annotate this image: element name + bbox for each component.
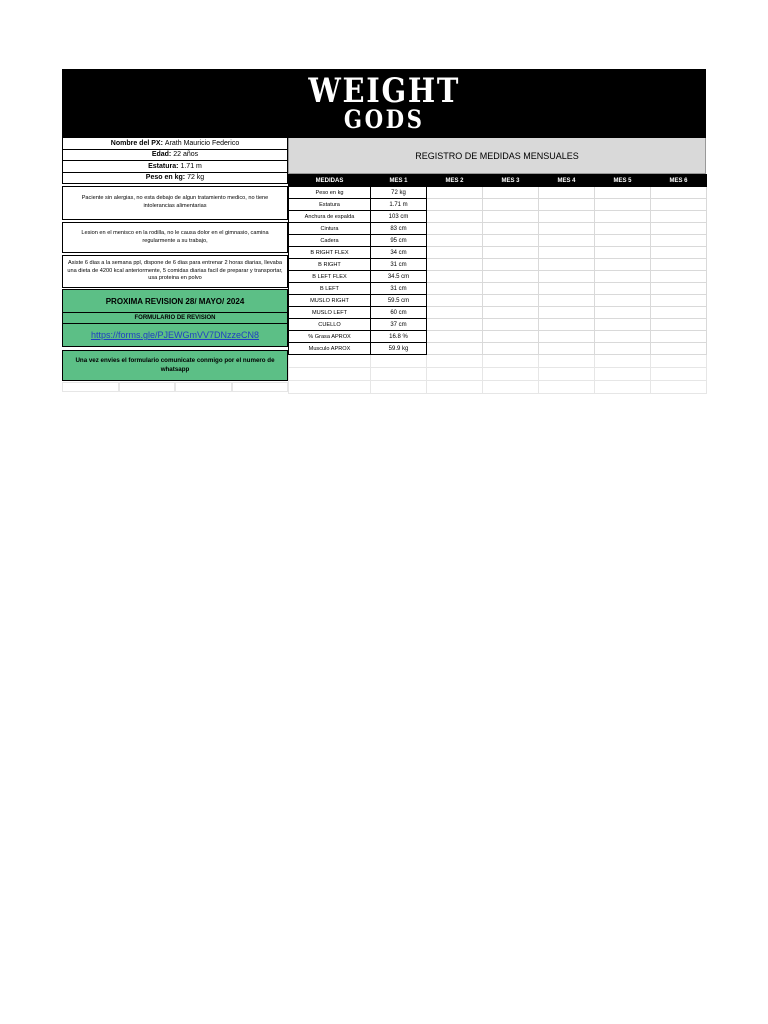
table-row bbox=[289, 271, 707, 283]
measure-mes-5-cell[interactable] bbox=[595, 223, 651, 235]
measure-mes-3-cell[interactable] bbox=[483, 295, 539, 307]
measure-mes-1-value[interactable]: 1.71 m bbox=[371, 199, 427, 211]
measure-mes-3-cell[interactable] bbox=[483, 331, 539, 343]
patient-height-value: 1.71 m bbox=[180, 162, 202, 170]
measure-mes-6-cell[interactable] bbox=[651, 343, 707, 355]
measure-label[interactable]: Anchura de espalda bbox=[289, 211, 371, 223]
measure-mes-5-cell[interactable] bbox=[595, 343, 651, 355]
table-row bbox=[289, 247, 707, 259]
table-header-row bbox=[289, 175, 707, 187]
header-mes-2[interactable]: MES 2 bbox=[427, 175, 483, 187]
table-row bbox=[289, 343, 707, 355]
measure-mes-5-cell[interactable] bbox=[595, 247, 651, 259]
measure-mes-5-cell[interactable] bbox=[595, 187, 651, 199]
measure-mes-4-cell[interactable] bbox=[539, 199, 595, 211]
measure-mes-1-value[interactable]: 37 cm bbox=[371, 319, 427, 331]
measure-mes-4-cell[interactable] bbox=[539, 235, 595, 247]
empty-cell[interactable] bbox=[539, 368, 595, 381]
note-allergies[interactable]: Paciente sin alergias, no esta debajo de algun tratamiento medico, no tiene intolerancias alimentarias bbox=[62, 186, 288, 220]
empty-cell[interactable] bbox=[651, 355, 707, 368]
patient-age-value: 22 años bbox=[173, 151, 199, 159]
measure-mes-5-cell[interactable] bbox=[595, 295, 651, 307]
empty-row bbox=[289, 381, 707, 394]
measure-mes-3-cell[interactable] bbox=[483, 235, 539, 247]
empty-cells-row bbox=[62, 382, 288, 392]
measure-mes-4-cell[interactable] bbox=[539, 283, 595, 295]
register-title[interactable]: REGISTRO DE MEDIDAS MENSUALES bbox=[288, 138, 706, 174]
measure-mes-4-cell[interactable] bbox=[539, 343, 595, 355]
table-row bbox=[289, 199, 707, 211]
empty-cell[interactable] bbox=[539, 381, 595, 394]
next-review-date[interactable]: PROXIMA REVISION 28/ MAYO/ 2024 bbox=[62, 289, 288, 313]
header-mes-4[interactable]: MES 4 bbox=[539, 175, 595, 187]
empty-cell[interactable] bbox=[595, 381, 651, 394]
header-mes-6[interactable]: MES 6 bbox=[651, 175, 707, 187]
table-row bbox=[289, 307, 707, 319]
measure-label[interactable]: Peso en kg bbox=[289, 187, 371, 199]
measure-mes-2-cell[interactable] bbox=[427, 283, 483, 295]
measure-mes-3-cell[interactable] bbox=[483, 307, 539, 319]
measure-mes-2-cell[interactable] bbox=[427, 199, 483, 211]
measure-mes-3-cell[interactable] bbox=[483, 211, 539, 223]
empty-row bbox=[289, 355, 707, 368]
table-row bbox=[289, 187, 707, 199]
measure-mes-4-cell[interactable] bbox=[539, 295, 595, 307]
review-form-link[interactable]: https://forms.gle/PJEWGmVV7DNzzeCN8 bbox=[62, 324, 288, 347]
measure-label[interactable]: CUELLO bbox=[289, 319, 371, 331]
patient-height-label: Estatura: bbox=[148, 162, 179, 170]
measure-mes-6-cell[interactable] bbox=[651, 187, 707, 199]
measure-mes-1-value[interactable]: 34 cm bbox=[371, 247, 427, 259]
measure-mes-6-cell[interactable] bbox=[651, 271, 707, 283]
measure-mes-1-value[interactable]: 59.9 kg bbox=[371, 343, 427, 355]
measure-label[interactable]: Estatura bbox=[289, 199, 371, 211]
header-mes-3[interactable]: MES 3 bbox=[483, 175, 539, 187]
measure-mes-1-value[interactable]: 60 cm bbox=[371, 307, 427, 319]
empty-cell[interactable] bbox=[62, 382, 119, 392]
measure-label[interactable]: % Grasa APROX bbox=[289, 331, 371, 343]
measure-mes-4-cell[interactable] bbox=[539, 271, 595, 283]
measure-mes-3-cell[interactable] bbox=[483, 223, 539, 235]
measure-mes-3-cell[interactable] bbox=[483, 199, 539, 211]
measure-mes-4-cell[interactable] bbox=[539, 319, 595, 331]
measure-mes-1-value[interactable]: 103 cm bbox=[371, 211, 427, 223]
empty-cell[interactable] bbox=[595, 355, 651, 368]
measure-mes-1-value[interactable]: 59.5 cm bbox=[371, 295, 427, 307]
empty-cell[interactable] bbox=[427, 355, 483, 368]
empty-cell[interactable] bbox=[651, 368, 707, 381]
patient-name-value: Arath Mauricio Federico bbox=[164, 139, 240, 147]
patient-weight-value: 72 kg bbox=[187, 174, 205, 182]
measure-mes-4-cell[interactable] bbox=[539, 211, 595, 223]
empty-cell[interactable] bbox=[371, 368, 427, 381]
empty-cell[interactable] bbox=[427, 368, 483, 381]
header-banner bbox=[62, 69, 706, 138]
measure-mes-2-cell[interactable] bbox=[427, 211, 483, 223]
table-row bbox=[289, 283, 707, 295]
note-training[interactable]: Asiste 6 dias a la semana ppl, dispone de 6 dias para entrenar 2 horas diarias, llevaba una dieta de 4200 kcal anteriormente, 5 comidas diarias facil de preparar y transportar, usa proteina en polvo bbox=[62, 255, 288, 288]
measure-label[interactable]: B LEFT FLEX bbox=[289, 271, 371, 283]
measure-mes-1-value[interactable]: 95 cm bbox=[371, 235, 427, 247]
measure-mes-2-cell[interactable] bbox=[427, 271, 483, 283]
logo-line-1: WEIGHT bbox=[308, 71, 460, 112]
measure-mes-3-cell[interactable] bbox=[483, 187, 539, 199]
measure-mes-4-cell[interactable] bbox=[539, 247, 595, 259]
measure-mes-6-cell[interactable] bbox=[651, 247, 707, 259]
measure-mes-3-cell[interactable] bbox=[483, 319, 539, 331]
table-row bbox=[289, 211, 707, 223]
patient-age-row[interactable] bbox=[62, 150, 288, 162]
table-row bbox=[289, 259, 707, 271]
measure-label[interactable]: B LEFT bbox=[289, 283, 371, 295]
measure-mes-5-cell[interactable] bbox=[595, 199, 651, 211]
patient-weight-label: Peso en kg: bbox=[145, 174, 186, 182]
measure-mes-6-cell[interactable] bbox=[651, 259, 707, 271]
patient-height-row[interactable] bbox=[62, 161, 288, 173]
empty-cell[interactable] bbox=[371, 355, 427, 368]
measure-mes-2-cell[interactable] bbox=[427, 259, 483, 271]
patient-age-label: Edad: bbox=[151, 151, 172, 159]
measure-label[interactable]: Musculo APROX bbox=[289, 343, 371, 355]
table-row bbox=[289, 235, 707, 247]
measure-mes-4-cell[interactable] bbox=[539, 307, 595, 319]
measure-mes-6-cell[interactable] bbox=[651, 283, 707, 295]
table-row bbox=[289, 331, 707, 343]
measure-mes-6-cell[interactable] bbox=[651, 223, 707, 235]
measure-mes-6-cell[interactable] bbox=[651, 319, 707, 331]
empty-cell[interactable] bbox=[483, 381, 539, 394]
review-form-label[interactable]: FORMULARIO DE REVISION bbox=[62, 313, 288, 324]
measure-mes-3-cell[interactable] bbox=[483, 283, 539, 295]
measure-mes-6-cell[interactable] bbox=[651, 307, 707, 319]
measurements-table bbox=[288, 174, 707, 394]
measure-label[interactable]: Cintura bbox=[289, 223, 371, 235]
measure-mes-2-cell[interactable] bbox=[427, 319, 483, 331]
measure-mes-6-cell[interactable] bbox=[651, 331, 707, 343]
measure-mes-1-value[interactable]: 34.5 cm bbox=[371, 271, 427, 283]
patient-name-label: Nombre del PX: bbox=[110, 139, 163, 147]
measure-mes-5-cell[interactable] bbox=[595, 259, 651, 271]
empty-cell[interactable] bbox=[371, 381, 427, 394]
measure-mes-2-cell[interactable] bbox=[427, 187, 483, 199]
measure-mes-5-cell[interactable] bbox=[595, 331, 651, 343]
header-medidas[interactable]: MEDIDAS bbox=[289, 175, 371, 187]
measure-mes-2-cell[interactable] bbox=[427, 235, 483, 247]
note-injury[interactable]: Lesion en el menisco en la rodilla, no le causa dolor en el gimnasio, camina regularmente a su trabajo, bbox=[62, 222, 288, 253]
empty-row bbox=[289, 368, 707, 381]
weight-gods-logo bbox=[308, 71, 460, 134]
measure-mes-4-cell[interactable] bbox=[539, 187, 595, 199]
measure-mes-5-cell[interactable] bbox=[595, 307, 651, 319]
empty-cell[interactable] bbox=[483, 355, 539, 368]
measure-mes-5-cell[interactable] bbox=[595, 283, 651, 295]
empty-cell[interactable] bbox=[539, 355, 595, 368]
measure-label[interactable]: MUSLO LEFT bbox=[289, 307, 371, 319]
measure-mes-5-cell[interactable] bbox=[595, 235, 651, 247]
measure-mes-6-cell[interactable] bbox=[651, 199, 707, 211]
measure-mes-5-cell[interactable] bbox=[595, 271, 651, 283]
header-mes-5[interactable]: MES 5 bbox=[595, 175, 651, 187]
patient-panel bbox=[62, 138, 288, 392]
measure-mes-6-cell[interactable] bbox=[651, 295, 707, 307]
measure-mes-2-cell[interactable] bbox=[427, 247, 483, 259]
measure-mes-6-cell[interactable] bbox=[651, 235, 707, 247]
measure-mes-3-cell[interactable] bbox=[483, 259, 539, 271]
measure-mes-4-cell[interactable] bbox=[539, 259, 595, 271]
measure-mes-2-cell[interactable] bbox=[427, 331, 483, 343]
measure-mes-1-value[interactable]: 83 cm bbox=[371, 223, 427, 235]
empty-cell[interactable] bbox=[232, 382, 289, 392]
measure-mes-1-value[interactable]: 72 kg bbox=[371, 187, 427, 199]
patient-name-row[interactable] bbox=[62, 138, 288, 150]
measure-mes-4-cell[interactable] bbox=[539, 331, 595, 343]
measure-mes-5-cell[interactable] bbox=[595, 319, 651, 331]
table-row bbox=[289, 319, 707, 331]
table-row bbox=[289, 295, 707, 307]
patient-weight-row[interactable] bbox=[62, 173, 288, 185]
empty-cell[interactable] bbox=[595, 368, 651, 381]
measure-mes-2-cell[interactable] bbox=[427, 307, 483, 319]
spreadsheet bbox=[62, 69, 706, 394]
empty-cell[interactable] bbox=[289, 355, 371, 368]
measure-mes-1-value[interactable]: 31 cm bbox=[371, 283, 427, 295]
measure-mes-4-cell[interactable] bbox=[539, 223, 595, 235]
measure-mes-3-cell[interactable] bbox=[483, 271, 539, 283]
measure-mes-2-cell[interactable] bbox=[427, 295, 483, 307]
measure-label[interactable]: Cadera bbox=[289, 235, 371, 247]
measure-mes-2-cell[interactable] bbox=[427, 343, 483, 355]
measure-mes-1-value[interactable]: 31 cm bbox=[371, 259, 427, 271]
logo-line-2: GODS bbox=[343, 104, 425, 134]
measure-mes-3-cell[interactable] bbox=[483, 343, 539, 355]
measure-label[interactable]: MUSLO RIGHT bbox=[289, 295, 371, 307]
measure-label[interactable]: B RIGHT FLEX bbox=[289, 247, 371, 259]
empty-cell[interactable] bbox=[289, 381, 371, 394]
measure-mes-5-cell[interactable] bbox=[595, 211, 651, 223]
measure-label[interactable]: B RIGHT bbox=[289, 259, 371, 271]
header-mes-1[interactable]: MES 1 bbox=[371, 175, 427, 187]
empty-cell[interactable] bbox=[289, 368, 371, 381]
register-panel bbox=[288, 138, 706, 394]
empty-cell[interactable] bbox=[119, 382, 176, 392]
empty-cell[interactable] bbox=[175, 382, 232, 392]
measure-mes-3-cell[interactable] bbox=[483, 247, 539, 259]
table-row bbox=[289, 223, 707, 235]
empty-cell[interactable] bbox=[651, 381, 707, 394]
measure-mes-2-cell[interactable] bbox=[427, 223, 483, 235]
measure-mes-1-value[interactable]: 16.8 % bbox=[371, 331, 427, 343]
empty-cell[interactable] bbox=[483, 368, 539, 381]
measure-mes-6-cell[interactable] bbox=[651, 211, 707, 223]
empty-cell[interactable] bbox=[427, 381, 483, 394]
whatsapp-message[interactable]: Una vez envies el formulario comunicate conmigo por el numero de whatsapp bbox=[62, 350, 288, 381]
